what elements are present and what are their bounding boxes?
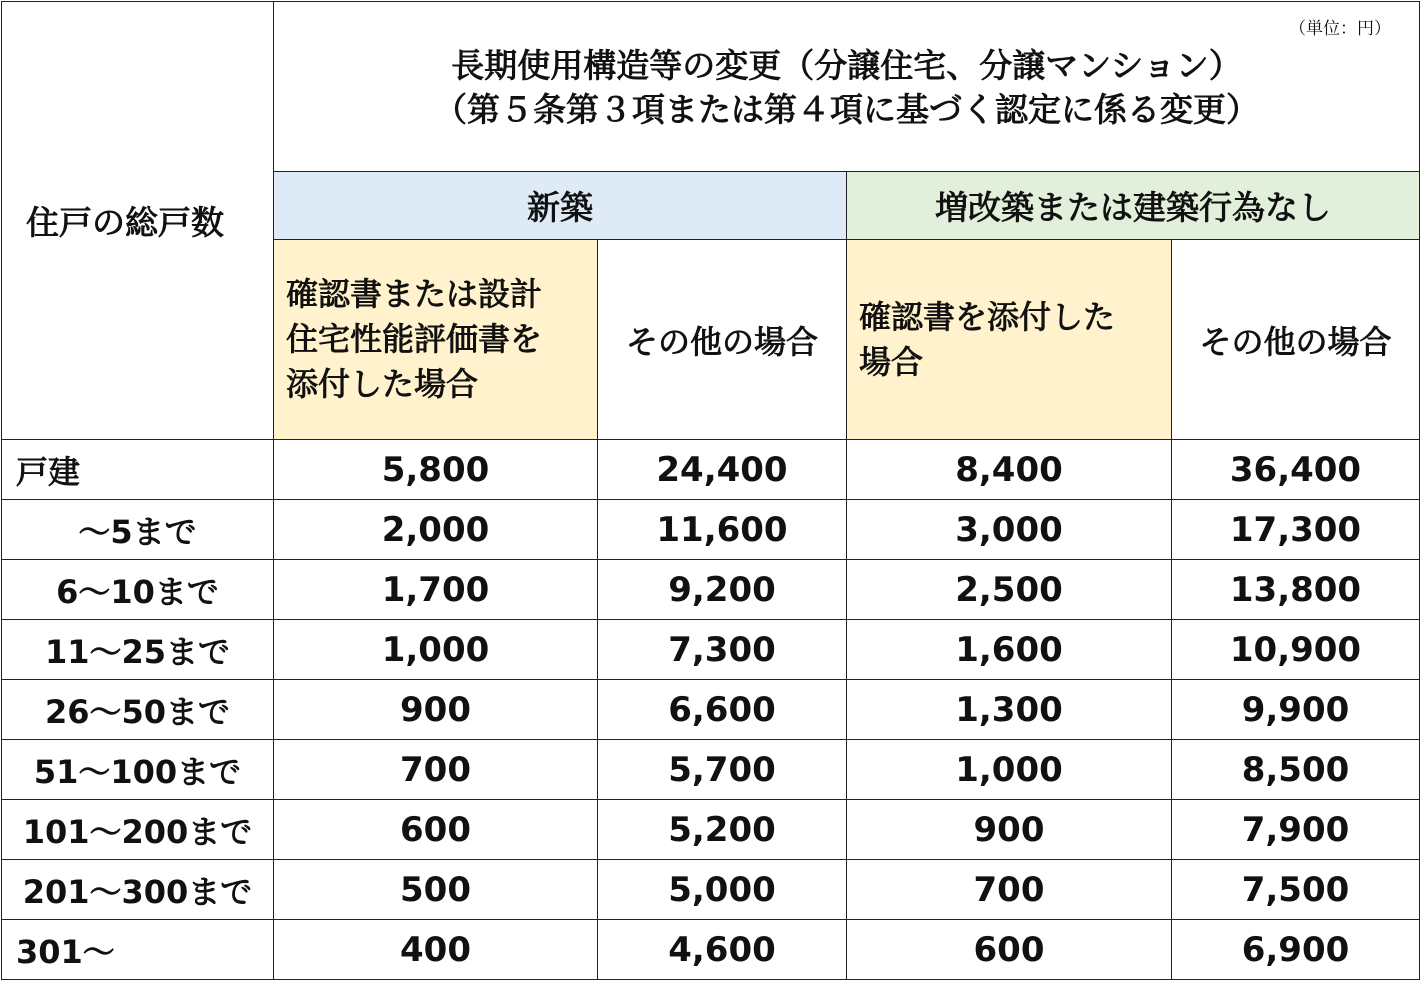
fee-cell: 700 <box>847 860 1172 920</box>
subheader-renovation-attached <box>847 240 1172 440</box>
fee-cell: 900 <box>847 800 1172 860</box>
fee-cell: 1,000 <box>847 740 1172 800</box>
fee-cell: 400 <box>274 920 598 980</box>
row-label: 戸建 <box>2 440 274 500</box>
fee-cell: 2,500 <box>847 560 1172 620</box>
subheader-line: 場合 <box>859 342 924 381</box>
fee-cell: 5,200 <box>598 800 847 860</box>
fee-cell: 900 <box>274 680 598 740</box>
table-title <box>274 2 1420 172</box>
table-row <box>2 680 1420 740</box>
subheader-line: 確認書または設計 <box>286 275 543 313</box>
table-row <box>2 500 1420 560</box>
fee-cell: 24,400 <box>598 440 847 500</box>
table-row <box>2 800 1420 860</box>
row-label: ～5まで <box>2 500 274 560</box>
title-line-1: 長期使用構造等の変更（分譲住宅、分譲マンション） <box>451 46 1242 85</box>
table-row <box>2 860 1420 920</box>
subheader-new-attached <box>274 240 598 440</box>
row-label: 101～200まで <box>2 800 274 860</box>
title-line-2: （第５条第３項または第４項に基づく認定に係る変更） <box>434 90 1259 129</box>
row-label: 26～50まで <box>2 680 274 740</box>
fee-cell: 11,600 <box>598 500 847 560</box>
fee-cell: 8,400 <box>847 440 1172 500</box>
row-label: 301～ <box>2 920 274 980</box>
table-row <box>2 620 1420 680</box>
table-row <box>2 560 1420 620</box>
subheader-line: 確認書を添付した <box>859 297 1116 336</box>
unit-note: （単位：円） <box>1289 19 1391 39</box>
fee-cell: 10,900 <box>1172 620 1420 680</box>
group-header-new: 新築 <box>274 172 847 240</box>
fee-cell: 5,700 <box>598 740 847 800</box>
fee-cell: 1,600 <box>847 620 1172 680</box>
fee-cell: 1,300 <box>847 680 1172 740</box>
fee-cell: 5,000 <box>598 860 847 920</box>
table-row <box>2 920 1420 980</box>
fee-cell: 6,900 <box>1172 920 1420 980</box>
fee-cell: 7,900 <box>1172 800 1420 860</box>
fee-table <box>1 1 1420 980</box>
table-row <box>2 440 1420 500</box>
fee-cell: 3,000 <box>847 500 1172 560</box>
fee-cell: 1,000 <box>274 620 598 680</box>
subheader-new-other: その他の場合 <box>598 240 847 440</box>
fee-cell: 2,000 <box>274 500 598 560</box>
fee-cell: 5,800 <box>274 440 598 500</box>
subheader-line: 添付した場合 <box>286 365 479 403</box>
fee-cell: 7,300 <box>598 620 847 680</box>
fee-cell: 9,200 <box>598 560 847 620</box>
fee-cell: 500 <box>274 860 598 920</box>
row-label: 6～10まで <box>2 560 274 620</box>
fee-cell: 17,300 <box>1172 500 1420 560</box>
subheader-renovation-other: その他の場合 <box>1172 240 1420 440</box>
fee-cell: 8,500 <box>1172 740 1420 800</box>
fee-cell: 7,500 <box>1172 860 1420 920</box>
subheader-line: 住宅性能評価書を <box>286 320 543 358</box>
fee-cell: 700 <box>274 740 598 800</box>
row-label: 51～100まで <box>2 740 274 800</box>
row-label: 201～300まで <box>2 860 274 920</box>
fee-cell: 36,400 <box>1172 440 1420 500</box>
fee-cell: 600 <box>847 920 1172 980</box>
group-header-renovation: 増改築または建築行為なし <box>847 172 1420 240</box>
fee-cell: 600 <box>274 800 598 860</box>
row-header-label: 住戸の総戸数 <box>2 2 274 440</box>
fee-cell: 4,600 <box>598 920 847 980</box>
table-row <box>2 740 1420 800</box>
fee-cell: 1,700 <box>274 560 598 620</box>
fee-cell: 13,800 <box>1172 560 1420 620</box>
data-rows <box>2 440 1420 980</box>
fee-cell: 6,600 <box>598 680 847 740</box>
fee-cell: 9,900 <box>1172 680 1420 740</box>
row-label: 11～25まで <box>2 620 274 680</box>
